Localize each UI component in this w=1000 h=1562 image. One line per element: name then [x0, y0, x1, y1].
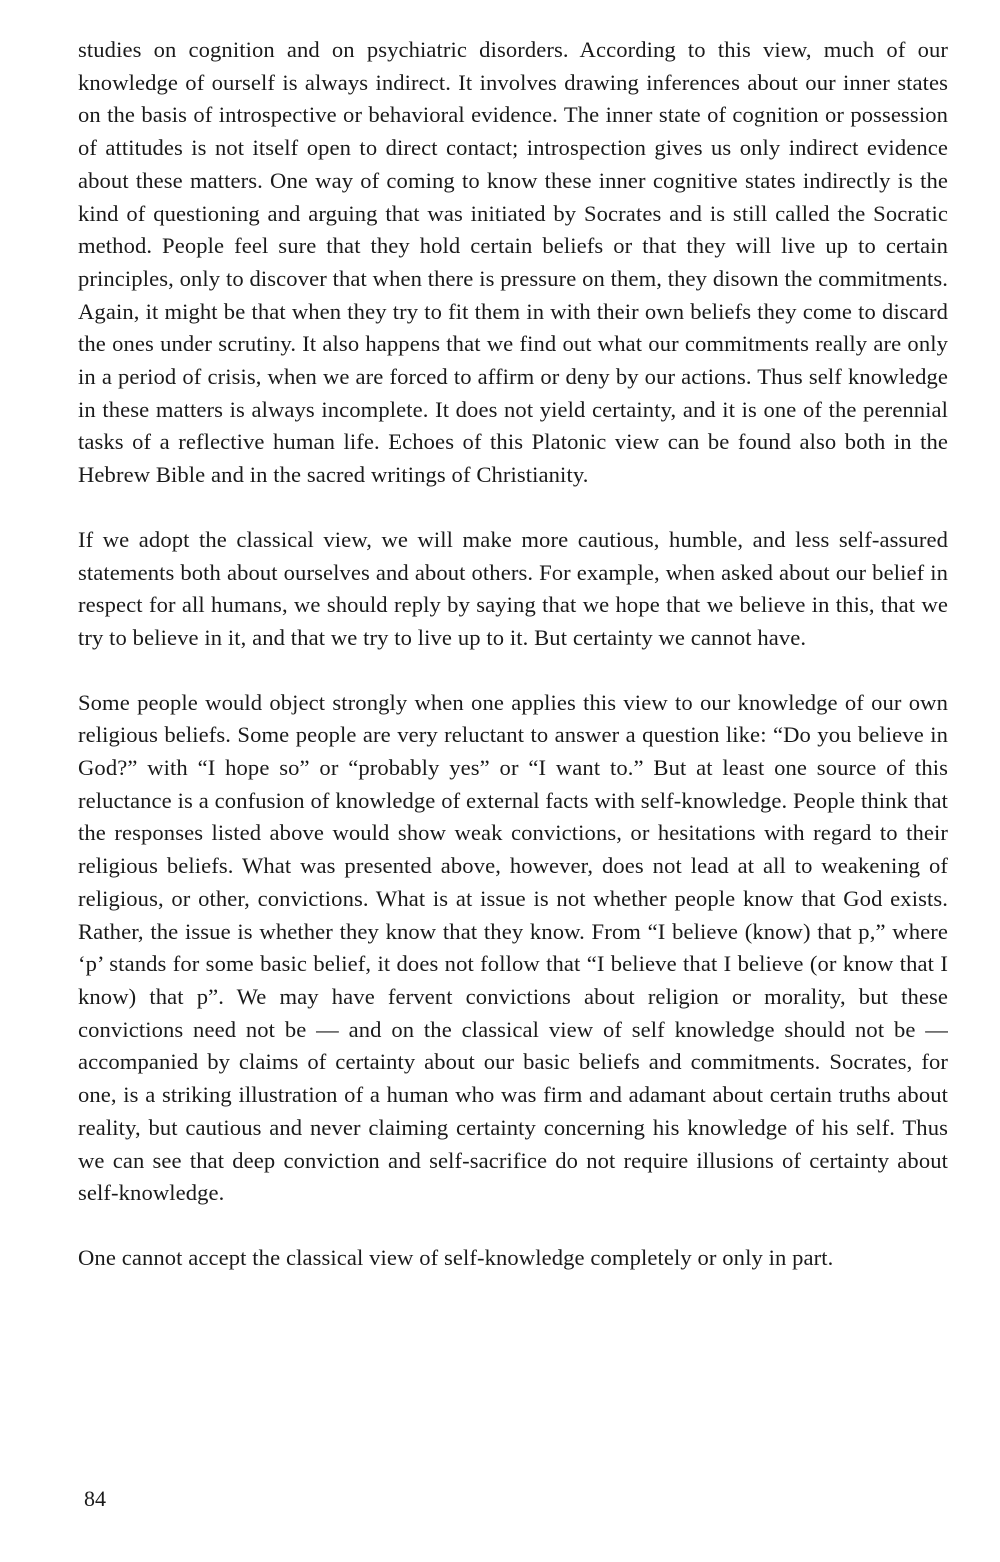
page-body: [78, 34, 948, 1275]
paragraph-indirect-self-knowledge: studies on cognition and on psychiatric disorders. According to this view, much of our knowledge of ourself is always indirect. It involves drawing inferences about our inner states on the basis of introspective or behavioral evidence. The inner state of cognition or possession of attitudes is not itself open to direct contact; introspection gives us only indirect evidence about these matters. One way of coming to know these inner cognitive states indirectly is the kind of questioning and arguing that was initiated by Socrates and is still called the Socratic method. People feel sure that they hold certain beliefs or that they will live up to certain principles, only to discover that when there is pressure on them, they disown the commitments. Again, it might be that when they try to fit them in with their own beliefs they come to discard the ones under scrutiny. It also happens that we find out what our commitments really are only in a period of crisis, when we are forced to affirm or deny by our actions. Thus self knowledge in these matters is always incomplete. It does not yield certainty, and it is one of the perennial tasks of a reflective human life. Echoes of this Platonic view can be found also both in the Hebrew Bible and in the sacred writings of Christianity.: [78, 37, 948, 488]
page-number: 84: [84, 1486, 106, 1511]
paragraph-acceptance: One cannot accept the classical view of self-knowledge completely or only in part.: [78, 1244, 834, 1270]
paragraph-religious-beliefs-objection: Some people would object strongly when one applies this view to our knowledge of our own religious beliefs. Some people are very reluctant to answer a question like: “Do you believe in God?” with “I hope so” or “probably yes” or “I want to.” But at least one source of this reluctance is a confusion of knowledge of external facts with self-knowledge. People think that the responses listed above would show weak convictions, or hesitations with regard to their religious beliefs. What was presented above, however, does not lead at all to weakening of religious, or other, convictions. What is at issue is not whether people know that God exists. Rather, the issue is whether they know that they know. From “I believe (know) that p,” where ‘p’ stands for some basic belief, it does not follow that “I believe that I believe (or know that I know) that p”. We may have fervent convictions about religion or morality, but these convictions need not be — and on the classical view of self knowledge should not be — accompanied by claims of certainty about our basic beliefs and commitments. Socrates, for one, is a striking illustration of a human who was firm and adamant about certain truths about reality, but cautious and never claiming certainty concerning his knowledge of his self. Thus we can see that deep conviction and self-sacrifice do not require illusions of certainty about self-knowledge.: [78, 689, 948, 1206]
paragraph-classical-view-statements: If we adopt the classical view, we will make more cautious, humble, and less self-assured statements both about ourselves and about others. For example, when asked about our belief in respect for all humans, we should reply by saying that we hope that we believe in this, that we try to believe in it, and that we try to live up to it. But certainty we cannot have.: [78, 526, 948, 650]
